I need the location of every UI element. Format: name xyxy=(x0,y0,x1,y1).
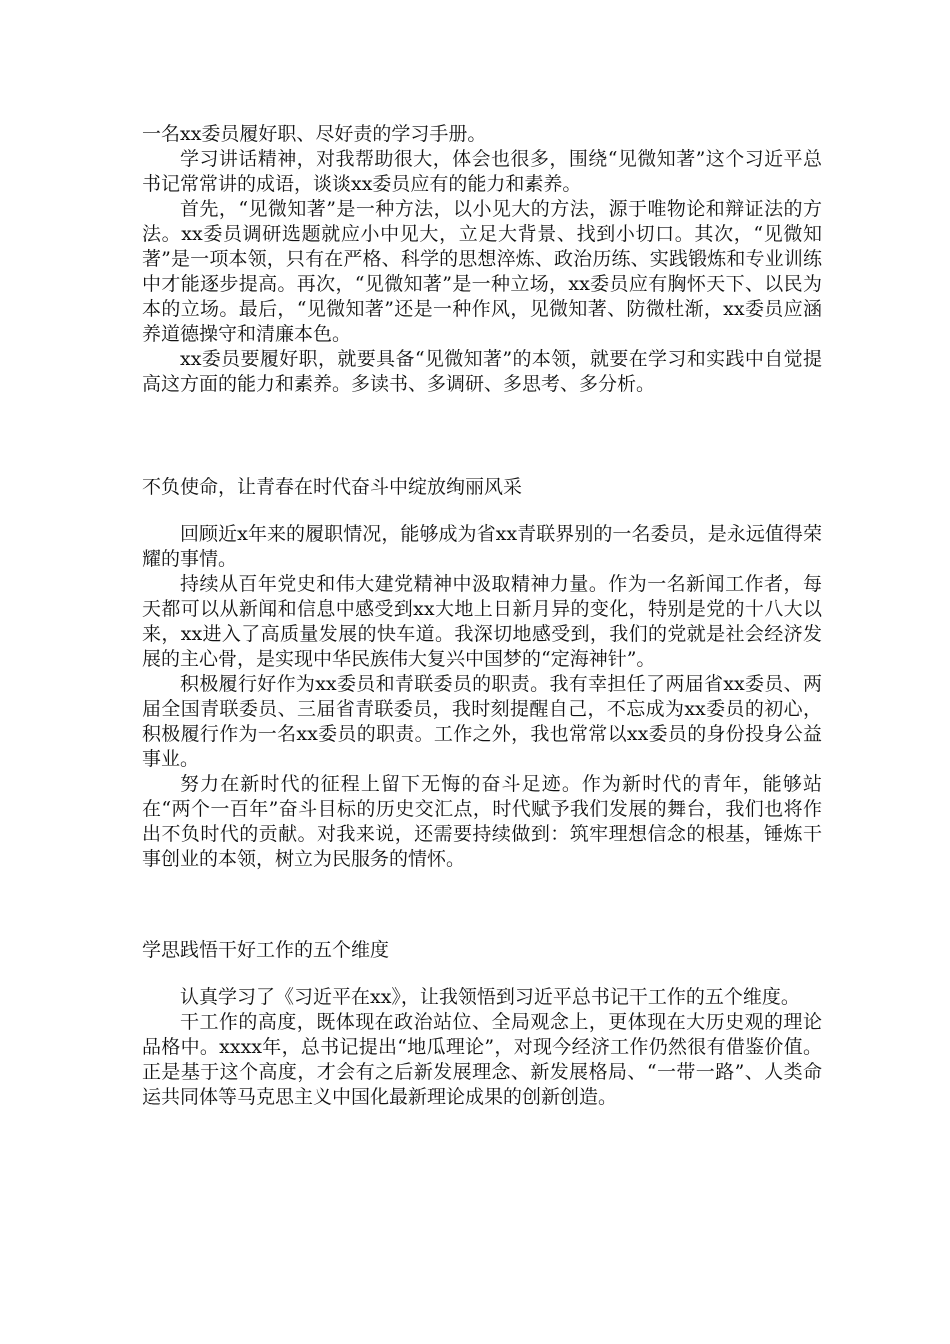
paragraph: xx委员要履好职，就要具备“见微知著”的本领，就要在学习和实践中自觉提高这方面的能力和素养。多读书、多调研、多思考、多分析。 xyxy=(142,348,822,395)
paragraph: 干工作的高度，既体现在政治站位、全局观念上，更体现在大历史观的理论品格中。xxxx年，总书记提出“地瓜理论”，对现今经济工作仍然很有借鉴价值。正是基于这个高度，才会有之后新发展理念、新发展格局、“一带一路”、人类命运共同体等马克思主义中国化最新理论成果的创新创造。 xyxy=(142,1011,822,1108)
title-spacer xyxy=(142,963,822,985)
section-spacer xyxy=(142,397,822,475)
section-title: 不负使命，让青春在时代奋斗中绽放绚丽风采 xyxy=(142,476,523,498)
paragraph: 回顾近x年来的履职情况，能够成为省xx青联界别的一名委员，是永远值得荣耀的事情。 xyxy=(142,523,822,570)
section-spacer xyxy=(142,872,822,938)
paragraph: 积极履行好作为xx委员和青联委员的职责。我有幸担任了两届省xx委员、两届全国青联委员、三届省青联委员，我时刻提醒自己，不忘成为xx委员的初心，积极履行作为一名xx委员的职责。工作之外，我也常常以xx委员的身份投身公益事业。 xyxy=(142,673,822,770)
paragraph: 持续从百年党史和伟大建党精神中汲取精神力量。作为一名新闻工作者，每天都可以从新闻和信息中感受到xx大地上日新月异的变化，特别是党的十八大以来，xx进入了高质量发展的快车道。我深切地感受到，我们的党就是社会经济发展的主心骨，是实现中华民族伟大复兴中国梦的“定海神针”。 xyxy=(142,573,822,670)
paragraph: 努力在新时代的征程上留下无悔的奋斗足迹。作为新时代的青年，能够站在“两个一百年”奋斗目标的历史交汇点，时代赋予我们发展的舞台，我们也将作出不负时代的贡献。对我来说，还需要持续做到：筑牢理想信念的根基，锤炼干事创业的本领，树立为民服务的情怀。 xyxy=(142,773,822,870)
paragraph: 学习讲话精神，对我帮助很大，体会也很多，围绕“见微知著”这个习近平总书记常常讲的成语，谈谈xx委员应有的能力和素养。 xyxy=(142,148,822,195)
paragraph: 首先，“见微知著”是一种方法，以小见大的方法，源于唯物论和辩证法的方法。xx委员调研选题就应小中见大，立足大背景、找到小切口。其次，“见微知著”是一项本领，只有在严格、科学的思想淬炼、政治历练、实践锻炼和专业训练中才能逐步提高。再次，“见微知著”是一种立场，xx委员应有胸怀天下、以民为本的立场。最后，“见微知著”还是一种作风，见微知著、防微杜渐，xx委员应涵养道德操守和清廉本色。 xyxy=(142,198,822,345)
paragraph: 一名xx委员履好职、尽好责的学习手册。 xyxy=(142,123,487,145)
paragraph: 认真学习了《习近平在xx》，让我领悟到习近平总书记干工作的五个维度。 xyxy=(180,986,800,1008)
document-body xyxy=(142,122,822,1110)
title-spacer xyxy=(142,500,822,522)
section-title: 学思践悟干好工作的五个维度 xyxy=(142,939,390,961)
